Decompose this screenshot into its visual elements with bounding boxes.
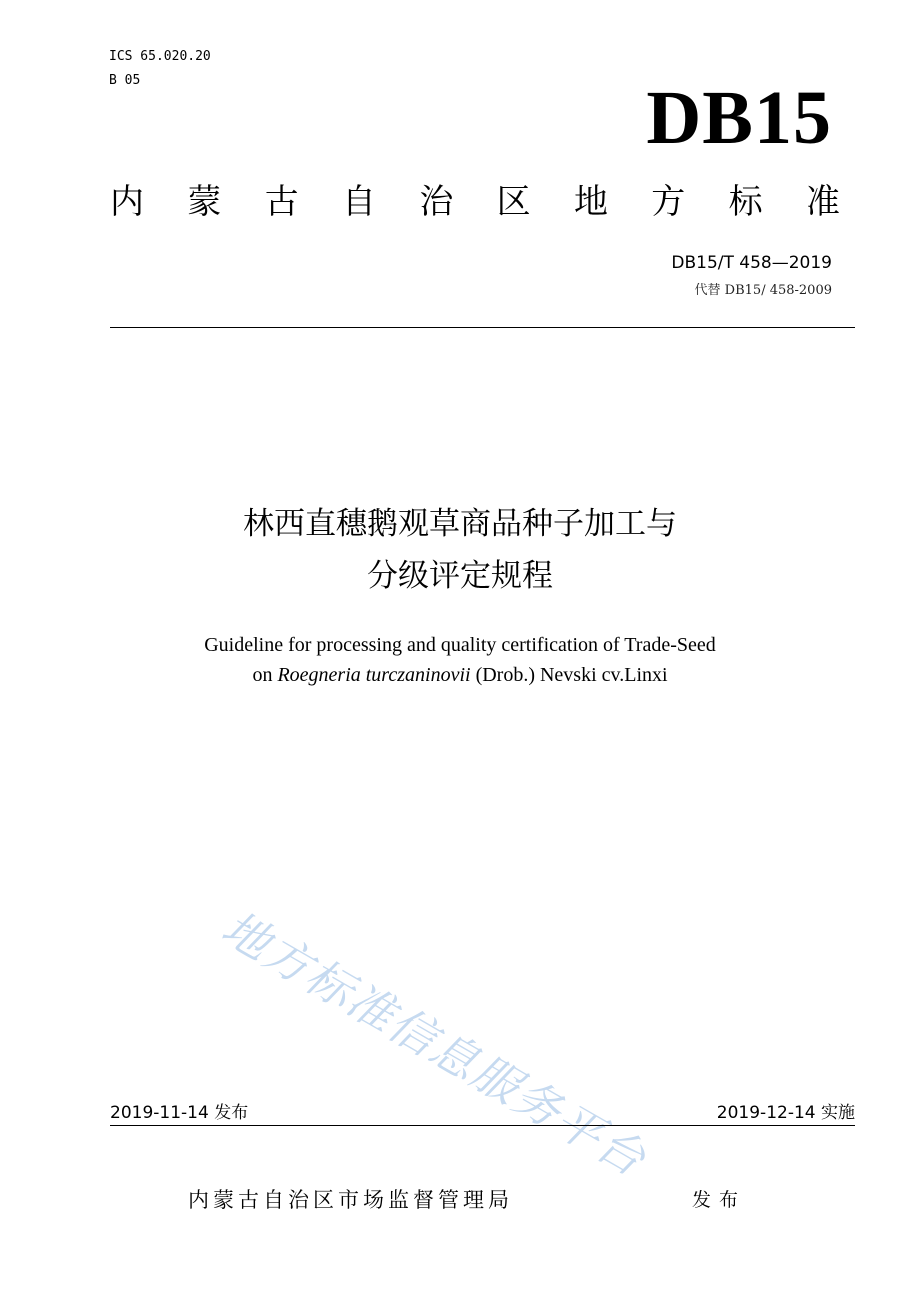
standard-title-char: 蒙 [187,182,222,222]
standard-title-char: 准 [805,182,840,222]
replaces-standard: 代替 DB15/ 458-2009 [694,283,832,298]
standard-title-char: 治 [419,182,454,222]
standard-title-char: 区 [496,182,531,222]
english-title-line-1: Guideline for processing and quality certification of Trade-Seed [204,634,716,656]
issue-label: 发布 [692,1189,747,1211]
implementation-date: 2019-12-14 实施 [716,1103,855,1123]
standard-title-char: 标 [728,182,763,222]
english-title-line-2 [0,660,920,690]
db15-logo: DB15 [646,76,832,160]
chinese-title-line-2: 分级评定规程 [367,558,553,594]
release-date: 2019-11-14 发布 [110,1103,249,1123]
english-title-suffix: (Drob.) Nevski cv.Linxi [470,664,668,686]
chinese-title-line-1: 林西直穗鹅观草商品种子加工与 [243,506,677,542]
standard-title-char: 地 [573,182,608,222]
watermark: 地方标准信息服务平台 [213,900,656,1187]
standard-title-char: 古 [264,182,299,222]
standard-title-char: 方 [651,182,686,222]
standard-category-title [110,178,840,226]
standard-number: DB15/T 458—2019 [671,253,832,273]
publisher: 内蒙古自治区市场监督管理局 [188,1188,513,1212]
standard-title-char: 内 [110,182,144,222]
ccs-code: B 05 [109,73,141,88]
ics-code: ICS 65.020.20 [109,49,211,64]
footer-divider [110,1125,855,1126]
standard-title-char: 自 [341,182,376,222]
header-divider [110,327,855,328]
english-title-prefix: on [252,664,278,686]
species-name: Roegneria turczaninovii [277,664,471,686]
